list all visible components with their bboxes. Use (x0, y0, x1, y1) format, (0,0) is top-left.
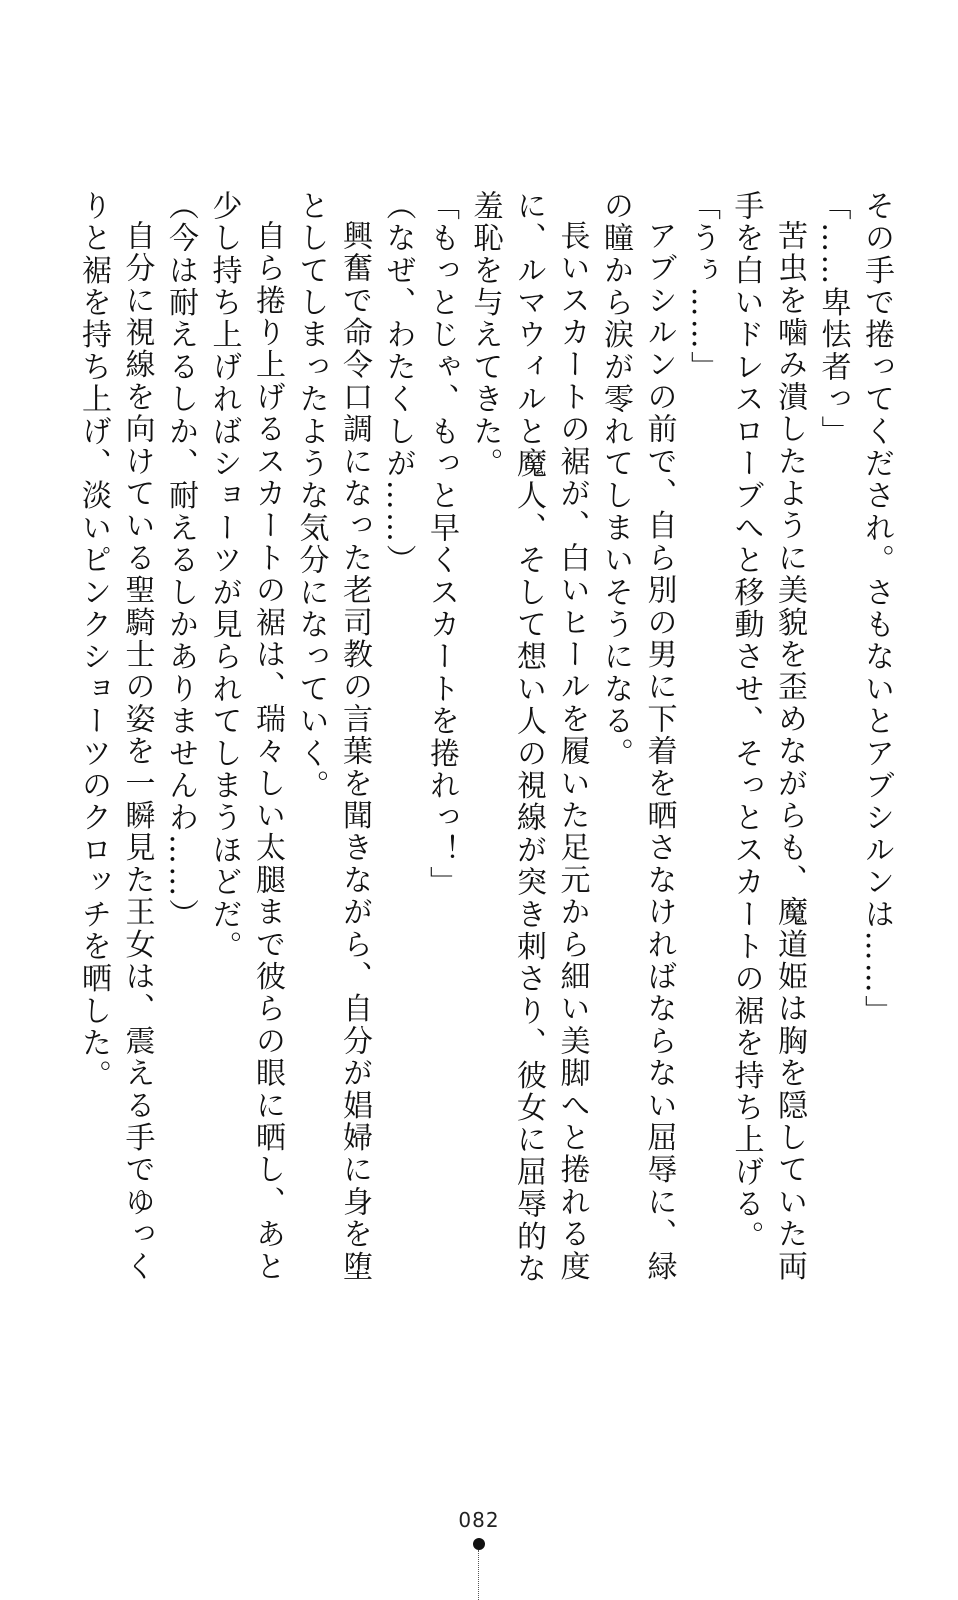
paragraph: アブシルンの前で、自ら別の男に下着を晒さなければならない屈辱に、緑の瞳から涙が零れてしまいそうになる。 (598, 190, 677, 1283)
paragraph: 「……卑怯者っ」 (815, 190, 851, 448)
paragraph: （なぜ、わたくしが……） (380, 190, 416, 577)
paragraph: 長いスカートの裾が、白いヒールを履いた足元から細い美脚へと捲れる度に、ルマウィルと魔人、そして想い人の視線が突き刺さり、彼女に屈辱的な羞恥を与えてきた。 (467, 190, 590, 1285)
page-marker-dot (473, 1538, 485, 1550)
page-marker-line (478, 1550, 479, 1600)
paragraph: 「うぅ……」 (685, 190, 720, 384)
paragraph: 自ら捲り上げるスカートの裾は、瑞々しい太腿まで彼らの眼に晒し、あと少し持ち上げればショーツが見られてしまうほどだ。 (206, 190, 285, 1283)
paragraph: 興奮で命令口調になった老司教の言葉を聞きながら、自分が娼婦に身を堕としてしまったような気分になっていく。 (293, 190, 372, 1283)
paragraph: 「もっとじゃ、もっと早くスカートを捲れっ！」 (424, 190, 459, 899)
paragraph: 苦虫を噛み潰したように美貌を歪めながらも、魔道姫は胸を隠していた両手を白いドレスローブへと移動させ、そっとスカートの裾を持ち上げる。 (728, 190, 807, 1283)
body-text (48, 190, 898, 1300)
paragraph: 自分に視線を向けている聖騎士の姿を一瞬見た王女は、震える手でゆっくりと裾を持ち上げ、淡いピンクショーツのクロッチを晒した。 (76, 190, 155, 1283)
paragraph: （今は耐えるしか、耐えるしかありませんわ……） (163, 190, 198, 931)
page-marker-icon (472, 1538, 486, 1600)
page-number: 082 (458, 1508, 500, 1532)
paragraph: その手で捲ってくだされ。さもないとアブシルンは……」 (859, 190, 894, 1028)
